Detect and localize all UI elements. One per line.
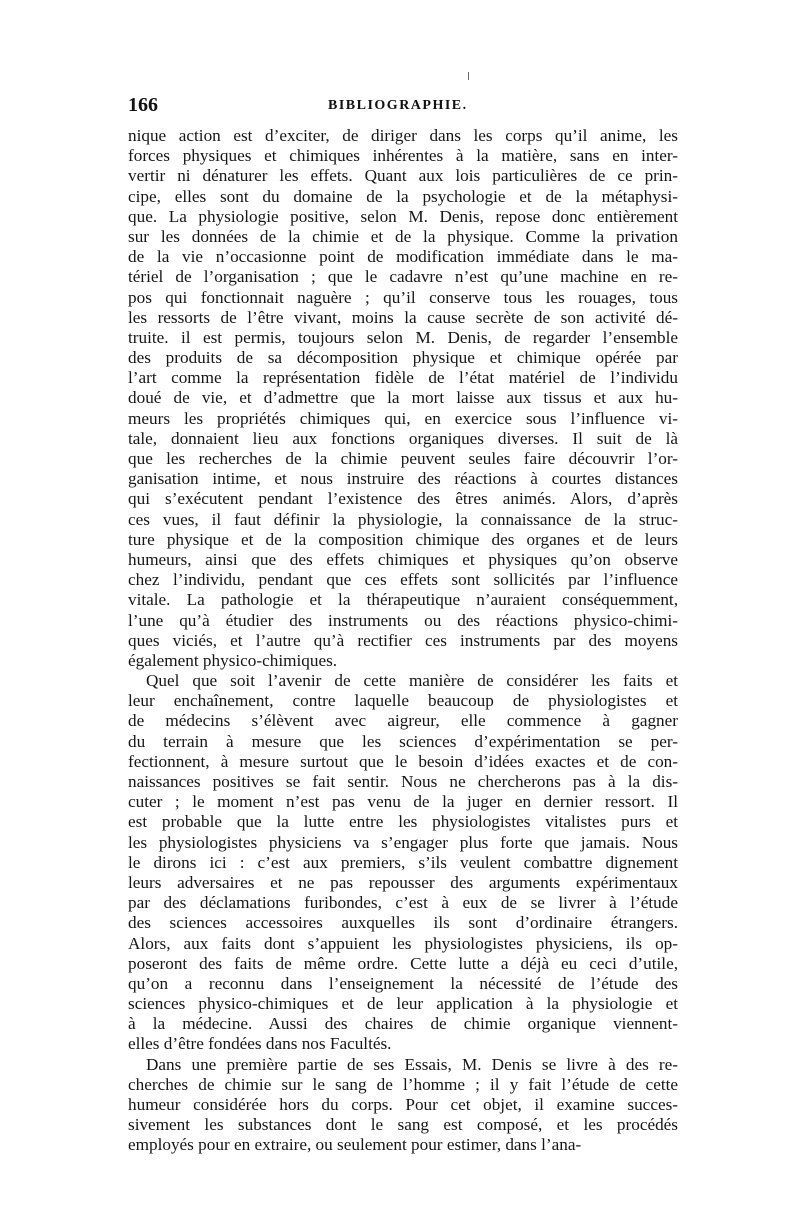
page-number: 166 [128,94,158,116]
text-line: l’une qu’à étudier des instruments ou des réactions physico-chimi- [128,610,678,630]
paragraph [128,1055,678,1156]
text-line: chez l’individu, pendant que ces effets sont sollicités par l’influence [128,570,678,590]
text-line: est probable que la lutte entre les physiologistes vitalistes purs et [128,812,678,832]
text-line: tale, donnaient lieu aux fonctions organiques diverses. Il suit de là [128,428,678,448]
text-line: sciences physico-chimiques et de leur application à la physiologie et [128,994,678,1014]
text-line: également physico-chimiques. [128,650,338,670]
paragraph [128,126,678,671]
text-line: doué de vie, et d’admettre que la mort laisse aux tissus et aux hu- [128,388,678,408]
text-line: forces physiques et chimiques inhérentes à la matière, sans en inter- [128,146,678,166]
text-line: tériel de l’organisation ; que le cadavre n’est qu’une machine en re- [128,267,678,287]
text-line: du terrain à mesure que les sciences d’expérimentation se per- [128,731,678,751]
text-line: sivement les substances dont le sang est composé, et les procédés [128,1115,678,1135]
running-title: BIBLIOGRAPHIE. [328,98,468,113]
text-line: le dirons ici : c’est aux premiers, s’ils veulent combattre dignement [128,852,678,872]
running-head [128,94,676,118]
text-line: leur enchaînement, contre laquelle beaucoup de physiologistes et [128,691,678,711]
text-line: nique action est d’exciter, de diriger dans les corps qu’il anime, les [128,126,678,145]
text-line: par des déclamations furibondes, c’est à eux de se livrer à l’étude [128,893,678,913]
text-line: Quel que soit l’avenir de cette manière de considérer les faits et [146,671,678,691]
text-line: ces vues, il faut définir la physiologie, la connaissance de la struc- [128,509,678,529]
text-line: ture physique et de la composition chimique des organes et de leurs [128,529,678,549]
text-line: elles d’être fondées dans nos Facultés. [128,1034,392,1054]
text-line: sur les données de la chimie et de la physique. Comme la privation [128,226,678,246]
text-line: cherches de chimie sur le sang de l’homme ; il y fait l’étude de cette [128,1074,678,1094]
text-line: poseront des faits de même ordre. Cette lutte a déjà eu ceci d’utile, [128,953,678,973]
text-line: à la médecine. Aussi des chaires de chimie organique viennent- [128,1014,678,1034]
paragraph [128,671,678,1055]
text-line: les ressorts de l’être vivant, moins la cause secrète de son activité dé- [128,307,678,327]
stray-ink-mark [468,72,469,80]
text-line: cuter ; le moment n’est pas venu de la juger en dernier ressort. Il [128,792,678,812]
text-line: vitale. La pathologie et la thérapeutique n’auraient conséquemment, [128,590,678,610]
text-line: humeur considérée hors du corps. Pour cet objet, il examine succes- [128,1095,678,1114]
text-line: meurs les propriétés chimiques qui, en exercice sous l’influence vi- [128,408,678,428]
text-line: humeurs, ainsi que des effets chimiques et physiques qu’on observe [128,549,678,569]
text-line: truite. il est permis, toujours selon M. Denis, de regarder l’ensemble [128,327,678,347]
text-line: naissances positives se fait sentir. Nous ne chercherons pas à la dis- [128,772,678,791]
text-line: leurs adversaires et ne pas repousser des arguments expérimentaux [128,872,678,892]
text-line: des produits de sa décomposition physique et chimique opérée par [128,348,678,368]
text-line: ganisation intime, et nous instruire des réactions à courtes distances [128,469,678,489]
text-line: fectionnent, à mesure surtout que le besoin d’idées exactes et de con- [128,751,678,771]
text-line: de médecins s’élèvent avec aigreur, elle commence à gagner [128,711,678,731]
text-line: des sciences accessoires auxquelles ils sont d’ordinaire étrangers. [128,913,678,933]
text-line: qui s’exécutent pendant l’existence des êtres animés. Alors, d’après [128,489,678,509]
text-line: de la vie n’occasionne point de modification immédiate dans le ma- [128,247,678,267]
text-line: pos qui fonctionnait naguère ; qu’il conserve tous les rouages, tous [128,287,678,307]
text-line: que les recherches de la chimie peuvent seules faire découvrir l’or- [128,449,678,468]
text-line: employés pour en extraire, ou seulement pour estimer, dans l’ana- [128,1135,582,1155]
text-line: vertir ni dénaturer les effets. Quant aux lois particulières de ce prin- [128,166,678,186]
text-line: les physiologistes physiciens va s’engager plus forte que jamais. Nous [128,832,678,852]
text-line: Alors, aux faits dont s’appuient les physiologistes physiciens, ils op- [128,933,678,953]
text-line: cipe, elles sont du domaine de la psychologie et de la métaphysi- [128,186,678,206]
text-line: que. La physiologie positive, selon M. Denis, repose donc entièrement [128,206,678,226]
body-text [128,126,678,1156]
text-line: Dans une première partie de ses Essais, M. Denis se livre à des re- [146,1054,678,1074]
text-line: ques viciés, et l’autre qu’à rectifier ces instruments par des moyens [128,630,678,650]
text-line: l’art comme la représentation fidèle de l’état matériel de l’individu [128,368,678,388]
text-line: qu’on a reconnu dans l’enseignement la nécessité de l’étude des [128,973,678,993]
